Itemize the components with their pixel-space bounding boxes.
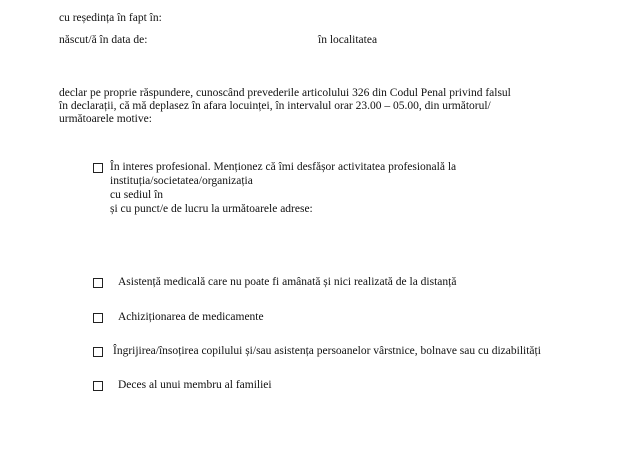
checkbox-professional-interest[interactable]: [93, 163, 103, 173]
institution-label: instituția/societatea/organizația: [110, 175, 253, 187]
option-medical-assistance-label: Asistență medicală care nu poate fi amânată și nici realizată de la distanță: [118, 276, 457, 288]
checkbox-family-death[interactable]: [93, 381, 103, 391]
locality-label: în localitatea: [318, 34, 378, 46]
checkbox-child-elderly-care[interactable]: [93, 347, 103, 357]
option-professional-interest-label: În interes profesional. Menționez că îmi desfășor activitatea profesională la: [110, 161, 457, 173]
declaration-line: în declarații, că mă deplasez în afara locuinței, în intervalul orar 23.00 – 05.00, din următorul/: [59, 100, 491, 112]
checkbox-medical-assistance[interactable]: [93, 278, 103, 288]
birth-date-label: născut/ă în data de:: [59, 34, 148, 46]
option-child-elderly-care-label: Îngrijirea/însoțirea copilului și/sau asistența persoanelor vârstnice, bolnave sau cu dizabilități: [113, 345, 541, 357]
declaration-line: declar pe proprie răspundere, cunoscând prevederile articolului 326 din Codul Penal privind falsul: [59, 87, 511, 99]
headquarters-label: cu sediul în: [110, 189, 164, 201]
work-addresses-label: și cu punct/e de lucru la următoarele adrese:: [110, 203, 313, 215]
option-family-death-label: Deces al unui membru al familiei: [118, 379, 272, 391]
checkbox-medication-purchase[interactable]: [93, 313, 103, 323]
residence-label: cu reședința în fapt în:: [59, 12, 162, 24]
option-medication-purchase-label: Achiziționarea de medicamente: [118, 311, 264, 323]
declaration-line: următoarele motive:: [59, 113, 152, 125]
declaration-paragraph: [59, 87, 579, 126]
